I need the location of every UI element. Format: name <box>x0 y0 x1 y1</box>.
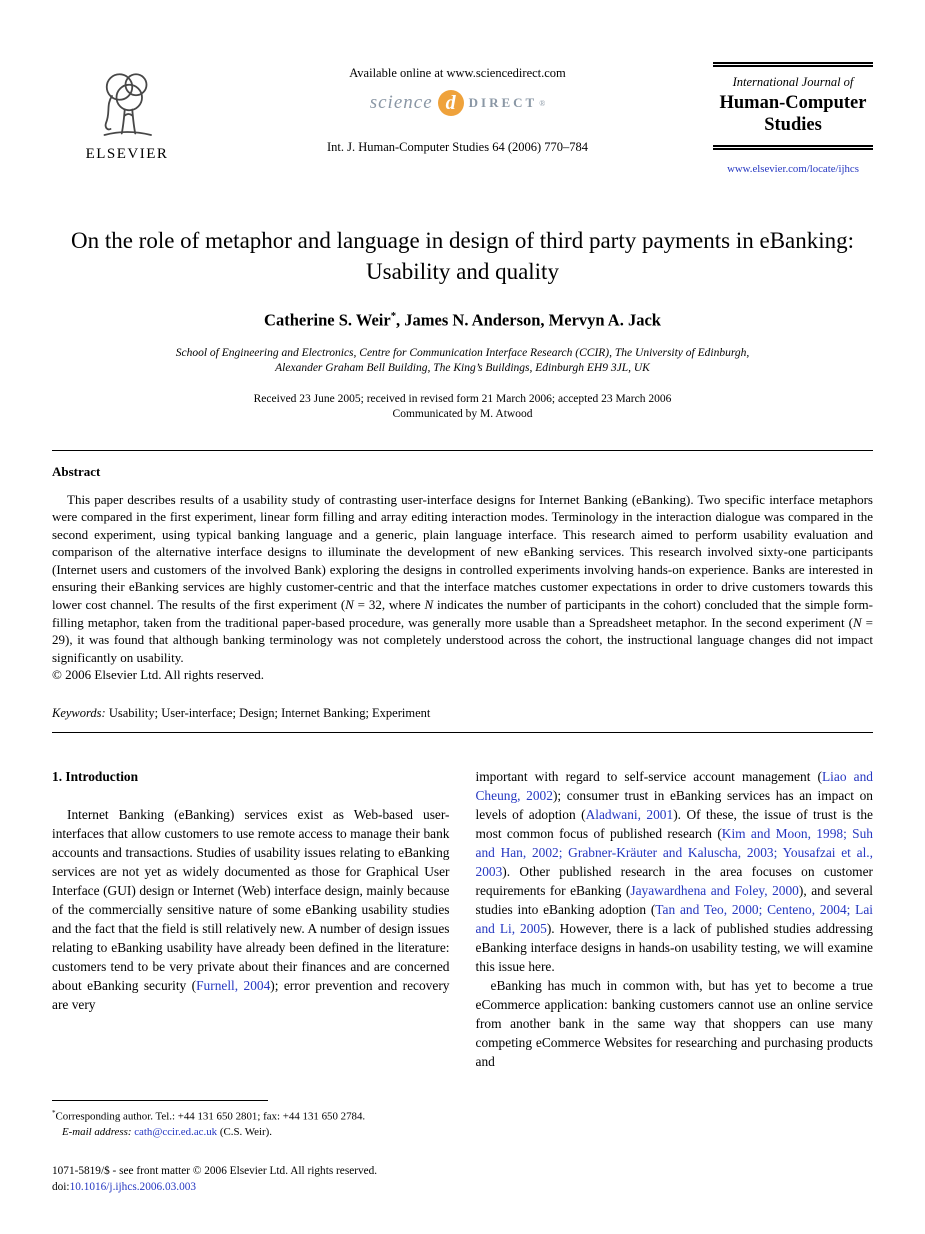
affiliation-line2: Alexander Graham Bell Building, The King’s Buildings, Edinburgh EH9 3JL, UK <box>275 361 650 374</box>
journal-citation-line: Int. J. Human-Computer Studies 64 (2006) 770–784 <box>326 140 589 154</box>
available-online-text: Available online at www.sciencedirect.com <box>349 66 566 80</box>
sciencedirect-science-text: science <box>369 92 433 113</box>
page-footer <box>52 1163 873 1195</box>
inline-link[interactable]: 10.1016/j.ijhcs.2006.03.003 <box>69 1181 197 1194</box>
divider-below-keywords <box>52 732 873 733</box>
elsevier-tree-logo-icon <box>89 66 165 144</box>
body-columns <box>52 767 873 1139</box>
inline-link[interactable]: Tan and Teo, 2000; Centeno, 2004; Lai and Li, 2005 <box>475 902 873 937</box>
sciencedirect-d-icon: d <box>438 90 464 116</box>
divider-above-abstract <box>52 450 873 451</box>
right-column <box>476 767 874 1139</box>
journal-homepage-link[interactable]: www.elsevier.com/locate/ijhcs <box>727 163 859 175</box>
inline-link[interactable]: Liao and Cheung, 2002 <box>475 769 873 804</box>
doi-line: doi:10.1016/j.ijhcs.2006.03.003 <box>52 1181 197 1194</box>
journal-title-line1: International Journal of <box>732 75 854 89</box>
article-history: Received 23 June 2005; received in revised form 21 March 2006; accepted 23 March 2006 <box>253 392 672 405</box>
article-title: On the role of metaphor and language in design of third party payments in eBanking: Usability and quality <box>70 228 855 284</box>
sciencedirect-logo <box>202 90 713 116</box>
elsevier-wordmark: ELSEVIER <box>85 146 169 162</box>
affiliation-line1: School of Engineering and Electronics, Centre for Communication Interface Research (CCIR), The University of Edinburgh, <box>175 346 750 359</box>
registered-trademark-icon: ® <box>539 98 546 108</box>
issn-copyright-line: 1071-5819/$ - see front matter © 2006 Elsevier Ltd. All rights reserved. <box>52 1165 378 1178</box>
masthead <box>52 62 873 175</box>
left-column <box>52 767 450 1139</box>
footnote-divider <box>52 1100 268 1101</box>
corresponding-author-note: *Corresponding author. Tel.: +44 131 650 2801; fax: +44 131 650 2784. <box>52 1109 366 1124</box>
abstract-copyright: © 2006 Elsevier Ltd. All rights reserved. <box>52 667 265 683</box>
keywords-line: Keywords: Usability; User-interface; Design; Internet Banking; Experiment <box>52 706 431 721</box>
section-heading-introduction: 1. Introduction <box>52 769 139 785</box>
masthead-right <box>713 62 873 175</box>
abstract-heading: Abstract <box>52 463 101 479</box>
journal-title-line2: Human-Computer <box>719 93 867 113</box>
masthead-center <box>202 62 713 155</box>
inline-link[interactable]: Aladwani, 2001 <box>585 807 674 823</box>
inline-link[interactable]: Furnell, 2004 <box>196 978 271 994</box>
authors-line: Catherine S. Weir*, James N. Anderson, Mervyn A. Jack <box>264 310 661 330</box>
communicated-by: Communicated by M. Atwood <box>392 407 533 420</box>
inline-link[interactable]: Kim and Moon, 1998; Suh and Han, 2002; Grabner-Kräuter and Kaluscha, 2003; Yousafzai et al., 2003 <box>475 826 873 880</box>
intro-paragraph-right-2: eBanking has much in common with, but has yet to become a true eCommerce application: banking customers cannot use an online service from another bank in the same way that shoppers can use many competing eCommerce Websites for researching and purchasing products and <box>475 978 873 1070</box>
affiliation <box>52 346 873 376</box>
inline-link[interactable]: Jayawardhena and Foley, 2000 <box>630 883 799 899</box>
sciencedirect-direct-text: DIRECT <box>468 95 538 110</box>
footnote-block <box>52 1100 450 1139</box>
intro-paragraph-left: Internet Banking (eBanking) services exist as Web-based user-interfaces that allow customers to use remote access to manage their bank accounts and transactions. Studies of usability issues relating to eBanking services are not yet as widely documented as those for Graphical User Interface (GUI) design or Internet (Web) interface design, mainly because of the commercially sensitive nature of some eBanking usability studies and the fact that the field is still relatively new. A number of design issues relating to eBanking usability have already been defined in the literature: customers tend to be very private about their finances and are concerned about eBanking security (Furnell, 2004); error prevention and recovery are very <box>52 807 450 1013</box>
journal-title-line3: Studies <box>764 115 822 135</box>
journal-title-box <box>713 62 873 150</box>
inline-link[interactable]: cath@ccir.ed.ac.uk <box>134 1125 218 1138</box>
elsevier-logo-block <box>52 62 202 163</box>
email-note: E-mail address: cath@ccir.ed.ac.uk (C.S. Weir). <box>62 1125 272 1138</box>
intro-paragraph-right-1: important with regard to self-service account management (Liao and Cheung, 2002); consumer trust in eBanking services has an impact on levels of adoption (Aladwani, 2001). Of these, the issue of trust is the most common focus of published research (Kim and Moon, 1998; Suh and Han, 2002; Grabner-Kräuter and Kaluscha, 2003; Yousafzai et al., 2003). Other published research in the area focuses on customer requirements for eBanking (Jayawardhena and Foley, 2000), and several studies into eBanking adoption (Tan and Teo, 2000; Centeno, 2004; Lai and Li, 2005). However, there is a lack of published studies addressing eBanking interface designs in hands-on usability testing, we will examine this issue here. <box>475 769 873 975</box>
abstract-text: This paper describes results of a usability study of contrasting user-interface designs for Internet Banking (eBanking). Two specific interface metaphors were compared in the first experiment, linear form filling and array editing interaction modes. Terminology in the interaction dialogue was compared in the second experiment, using typical banking language and a generic, plain language interface. This research aimed to perform usability evaluation and comparison of the alternative interface designs to illuminate the development of new eBanking services. This research involved sixty-one participants (Internet users and customers of the involved Bank) exploring the designs in controlled experiments involving hands-on experience. Banks are interested in ensuring their eBanking services are highly customer-centric and that the interface matches customer expectations in order to drive customers towards this lower cost channel. The results of the first experiment (N = 32, where N indicates the number of participants in the cohort) concluded that the simple form-filling metaphor, taken from the traditional paper-based procedure, was generally more usable than a Spreadsheet metaphor. In the second experiment (N = 29), it was found that although banking terminology was not completely understood across the cohort, the instructional language changes did not impact significantly on usability. <box>52 491 873 665</box>
